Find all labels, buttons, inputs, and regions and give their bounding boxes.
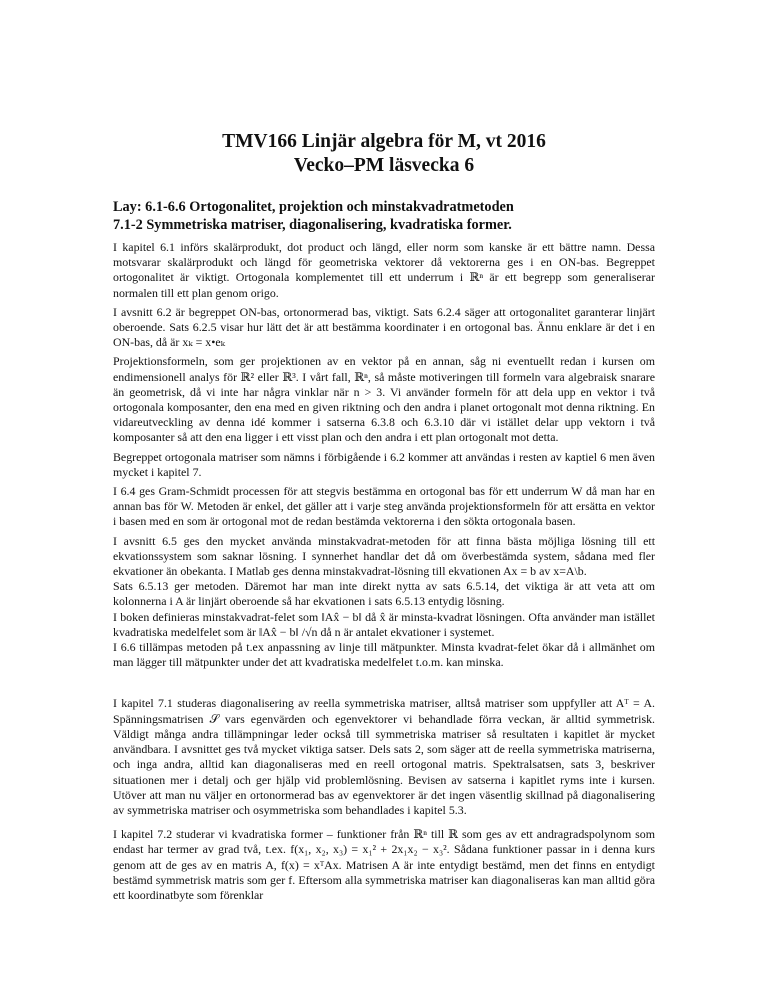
paragraph-6-6: I 6.6 tillämpas metoden på t.ex anpassning av linje till mätpunkter. Minsta kvadrat-felet ökar då i allmänhet om man lägger till mätpunkter under det att kvadratiska medelfelet t.o.m. kan minska. [113,640,655,670]
paragraph-least-squares-error: I boken definieras minstakvadrat-felet som ‖Ax̂ − b‖ då x̂ är minsta-kvadrat lösningen. Ofta använder man istället kvadratiska medelfelet som är ‖Ax̂ − b‖ /√n då n är antalet ekvationer i systemet. [113,609,655,639]
title-line-2: Vecko–PM läsvecka 6 [293,155,475,176]
paragraph-sats-6-5-13: Sats 6.5.13 ger metoden. Däremot har man inte direkt nytta av sats 6.5.14, det viktiga är att veta att om kolonnerna i A är linjärt oberoende så har ekvationen i sats 6.5.13 entydig lösning. [113,579,655,609]
paragraph-6-2: I avsnitt 6.2 är begreppet ON-bas, ortonormerad bas, viktigt. Sats 6.2.4 säger att ortogonalitet garanterar linjärt oberoende. Sats 6.2.5 visar hur lätt det är att bestämma koordinater i en ortogonal bas. Ännu enklare är det i en ON-bas, då är xₖ = x•eₖ [113,304,655,350]
section-heading [113,198,655,234]
heading-line-1: Lay: 6.1-6.6 Ortogonalitet, projektion och minstakvadratmetoden [113,199,514,215]
paragraph-orthogonal-matrices: Begreppet ortogonala matriser som nämns i förbigående i 6.2 kommer att användas i resten av kaptiel 6 men även mycket i kapitel 7. [113,449,655,479]
paragraph-least-squares: I avsnitt 6.5 ges den mycket använda minstakvadrat-metoden för att finna bästa möjliga lösning till ett ekvationssystem som saknar lösning. I synnerhet handlar det då om överbestämda system, sådana med fler ekvationer än obekanta. I Matlab ges denna minstakvadrat-lösning till ekvationen Ax = b av x=A\b. [113,533,655,579]
title-line-1: TMV166 Linjär algebra för M, vt 2016 [222,131,546,152]
paragraph-projection: Projektionsformeln, som ger projektionen av en vektor på en annan, såg ni eventuellt redan i kursen om endimensionell analys för ℝ² eller ℝ³. I vårt fall, ℝⁿ, så måste motiveringen till formeln vara algebraisk snarare än geometrisk, då vi inte har några vinklar när n > 3. Vi använder formeln för att dela upp en vektor i två ortogonala komposanter, den ena med en given riktning och den andra i planet ortogonalt mot denna riktning. En vidareutveckling av denna idé kommer i satserna 6.3.8 och 6.3.10 där vi istället delar upp vektorn i två komposanter så att den ena ligger i ett visst plan och den andra i ett plan ortogonalt mot detta. [113,354,655,445]
paragraph-gram-schmidt: I 6.4 ges Gram-Schmidt processen för att stegvis bestämma en ortogonal bas för ett underrum W då man har en annan bas för W. Metoden är enkel, det gäller att i varje steg använda projektionsformeln för att ersätta en vektor i basen med en som är ortogonal mot de redan bestämda vektorerna i den sökta ortogonala basen. [113,484,655,529]
document-title [113,130,655,178]
paragraph-6-1: I kapitel 6.1 införs skalärprodukt, dot product och längd, eller norm som kanske är ett bättre namn. Dessa motsvarar skalärprodukt och längd för geometriska vektorer då vektorerna ges i en ON-bas. Begreppet ortogonalitet är viktigt. Ortogonala komplementet till ett underrum i ℝⁿ är ett begrepp som generaliserar normalen till ett plan genom origo. [113,240,655,300]
paragraph-7-2: I kapitel 7.2 studerar vi kvadratiska former – funktioner från ℝⁿ till ℝ som ges av ett andragradspolynom som endast har termer av grad två, t.ex. f(x₁, x₂, x₃) = x₁² + 2x₁x₂ − x₃². Sådana funktioner passar in i denna kurs genom att de ges av en matris A, f(x) = xᵀAx. Matrisen A är inte entydigt bestämd, men det finns en entydigt bestämd symmetrisk matris som ger f. Eftersom alla symmetriska matriser kan diagonaliseras kan man alltid göra ett koordinatbyte som förenklar [113,827,655,902]
heading-line-2: 7.1-2 Symmetriska matriser, diagonalisering, kvadratiska former. [113,217,512,233]
document-page [113,0,655,903]
paragraph-7-1: I kapitel 7.1 studeras diagonalisering av reella symmetriska matriser, alltså matriser som uppfyller att Aᵀ = A. Spänningsmatrisen 𝒮 vars egenvärden och egenvektorer vi behandlade förra veckan, är alltid symmetrisk. Väldigt många andra tillämpningar leder också till symmetriska matriser så resultaten i kapitlet är mycket användbara. I avsnittet ges två mycket viktiga satser. Dels sats 2, som säger att de reella symmetriska matriserna, och inga andra, alltid kan diagonaliseras med en reell ortogonal matris. Spektralsatsen, sats 3, beskriver situationen mer i detalj och ger hjälp vid problemlösning. Bevisen av satserna i kapitlet ryms inte i kursen. Utöver att man nu väljer en ortonormerad bas av egenvektorer är det ingen väsentlig skillnad på diagonalisering av symmetriska matriser och osymmetriska som behandlades i kapitel 5.3. [113,696,655,817]
